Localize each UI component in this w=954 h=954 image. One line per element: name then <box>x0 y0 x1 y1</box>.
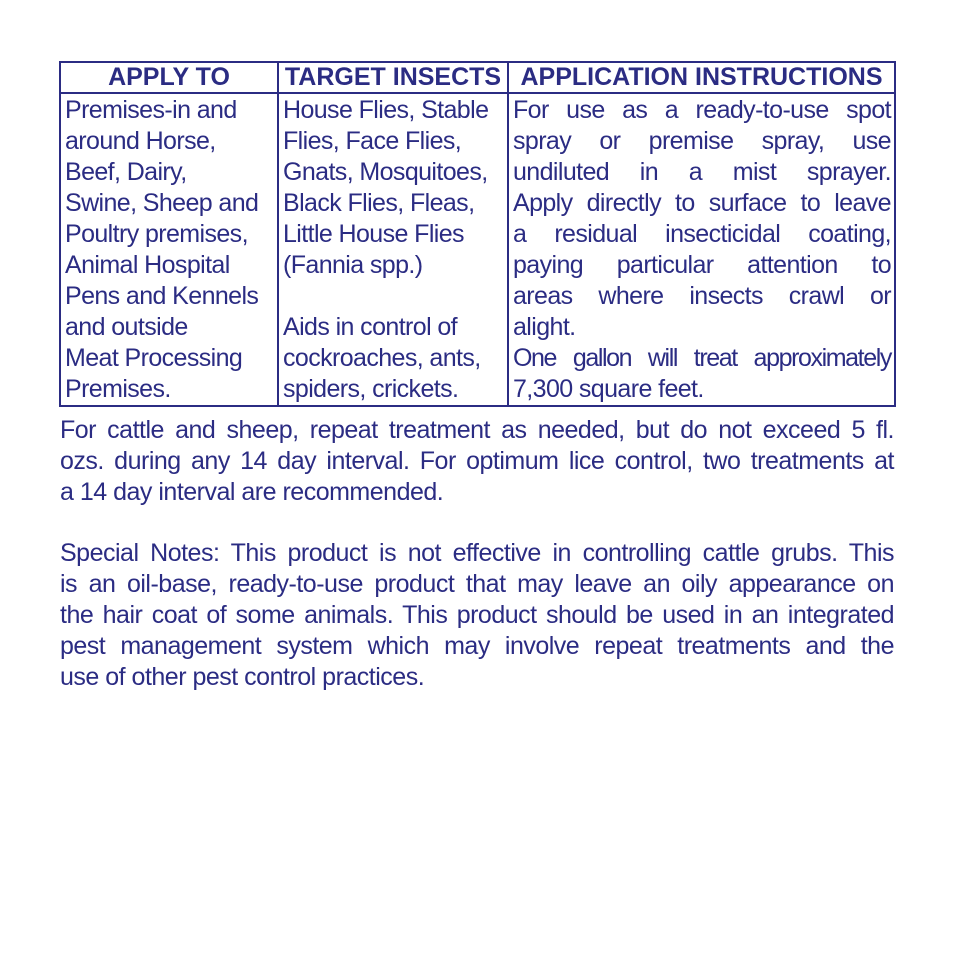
paragraph-line: use of other pest control practices. <box>60 663 425 691</box>
apply-to-line: Pens and Kennels <box>65 282 259 310</box>
apply-to-cell <box>60 93 278 406</box>
target-insects-line: spiders, crickets. <box>283 375 459 403</box>
target-insects-line: Gnats, Mosquitoes, <box>283 158 488 186</box>
paragraph-line: Special Notes: This product is not effective in controlling cattle grubs. This <box>60 539 894 567</box>
table-header-row <box>60 62 895 93</box>
target-insects-cell <box>278 93 508 406</box>
apply-to-line: Premises-in and <box>65 96 237 124</box>
target-insects-line: Flies, Face Flies, <box>283 127 462 155</box>
apply-to-line: Meat Processing <box>65 344 243 372</box>
paragraph-line: is an oil-base, ready-to-use product that may leave an oily appearance on <box>60 570 894 598</box>
instructions-line: One gallon will treat approximately <box>513 344 891 372</box>
repeat-treatment-paragraph <box>60 415 894 508</box>
instructions-line: spray or premise spray, use <box>513 127 891 155</box>
target-insects-line: Little House Flies <box>283 220 464 248</box>
apply-to-line: Animal Hospital <box>65 251 230 279</box>
apply-to-line: Premises. <box>65 375 171 403</box>
header-application-instructions: APPLICATION INSTRUCTIONS <box>508 62 895 93</box>
blank-line <box>283 281 504 312</box>
instructions-line: 7,300 square feet. <box>513 375 704 403</box>
instructions-line: areas where insects crawl or <box>513 282 891 310</box>
apply-to-line: and outside <box>65 313 188 341</box>
apply-to-line: Beef, Dairy, <box>65 158 187 186</box>
paragraph-line: a 14 day interval are recommended. <box>60 478 444 506</box>
table-row <box>60 93 895 406</box>
header-target-insects: TARGET INSECTS <box>278 62 508 93</box>
paragraph-line: pest management system which may involve repeat treatments and the <box>60 632 894 660</box>
instructions-line: paying particular attention to <box>513 251 891 279</box>
paragraph-line: For cattle and sheep, repeat treatment as needed, but do not exceed 5 fl. <box>60 416 894 444</box>
instructions-line: For use as a ready-to-use spot <box>513 96 891 124</box>
target-insects-line: (Fannia spp.) <box>283 251 423 279</box>
target-insects-line: House Flies, Stable <box>283 96 489 124</box>
paragraph-line: the hair coat of some animals. This product should be used in an integrated <box>60 601 894 629</box>
instructions-cell <box>508 93 895 406</box>
instructions-line: undiluted in a mist sprayer. <box>513 158 891 186</box>
header-apply-to: APPLY TO <box>60 62 278 93</box>
apply-to-line: around Horse, <box>65 127 216 155</box>
instructions-line: alight. <box>513 313 576 341</box>
target-insects-line: Black Flies, Fleas, <box>283 189 475 217</box>
instructions-line: a residual insecticidal coating, <box>513 220 891 248</box>
special-notes-paragraph <box>60 538 894 693</box>
instructions-line: Apply directly to surface to leave <box>513 189 891 217</box>
paragraph-line: ozs. during any 14 day interval. For optimum lice control, two treatments at <box>60 447 894 475</box>
application-table <box>59 61 896 407</box>
target-insects-line: Aids in control of <box>283 313 458 341</box>
apply-to-line: Swine, Sheep and <box>65 189 259 217</box>
apply-to-line: Poultry premises, <box>65 220 248 248</box>
target-insects-line: cockroaches, ants, <box>283 344 481 372</box>
